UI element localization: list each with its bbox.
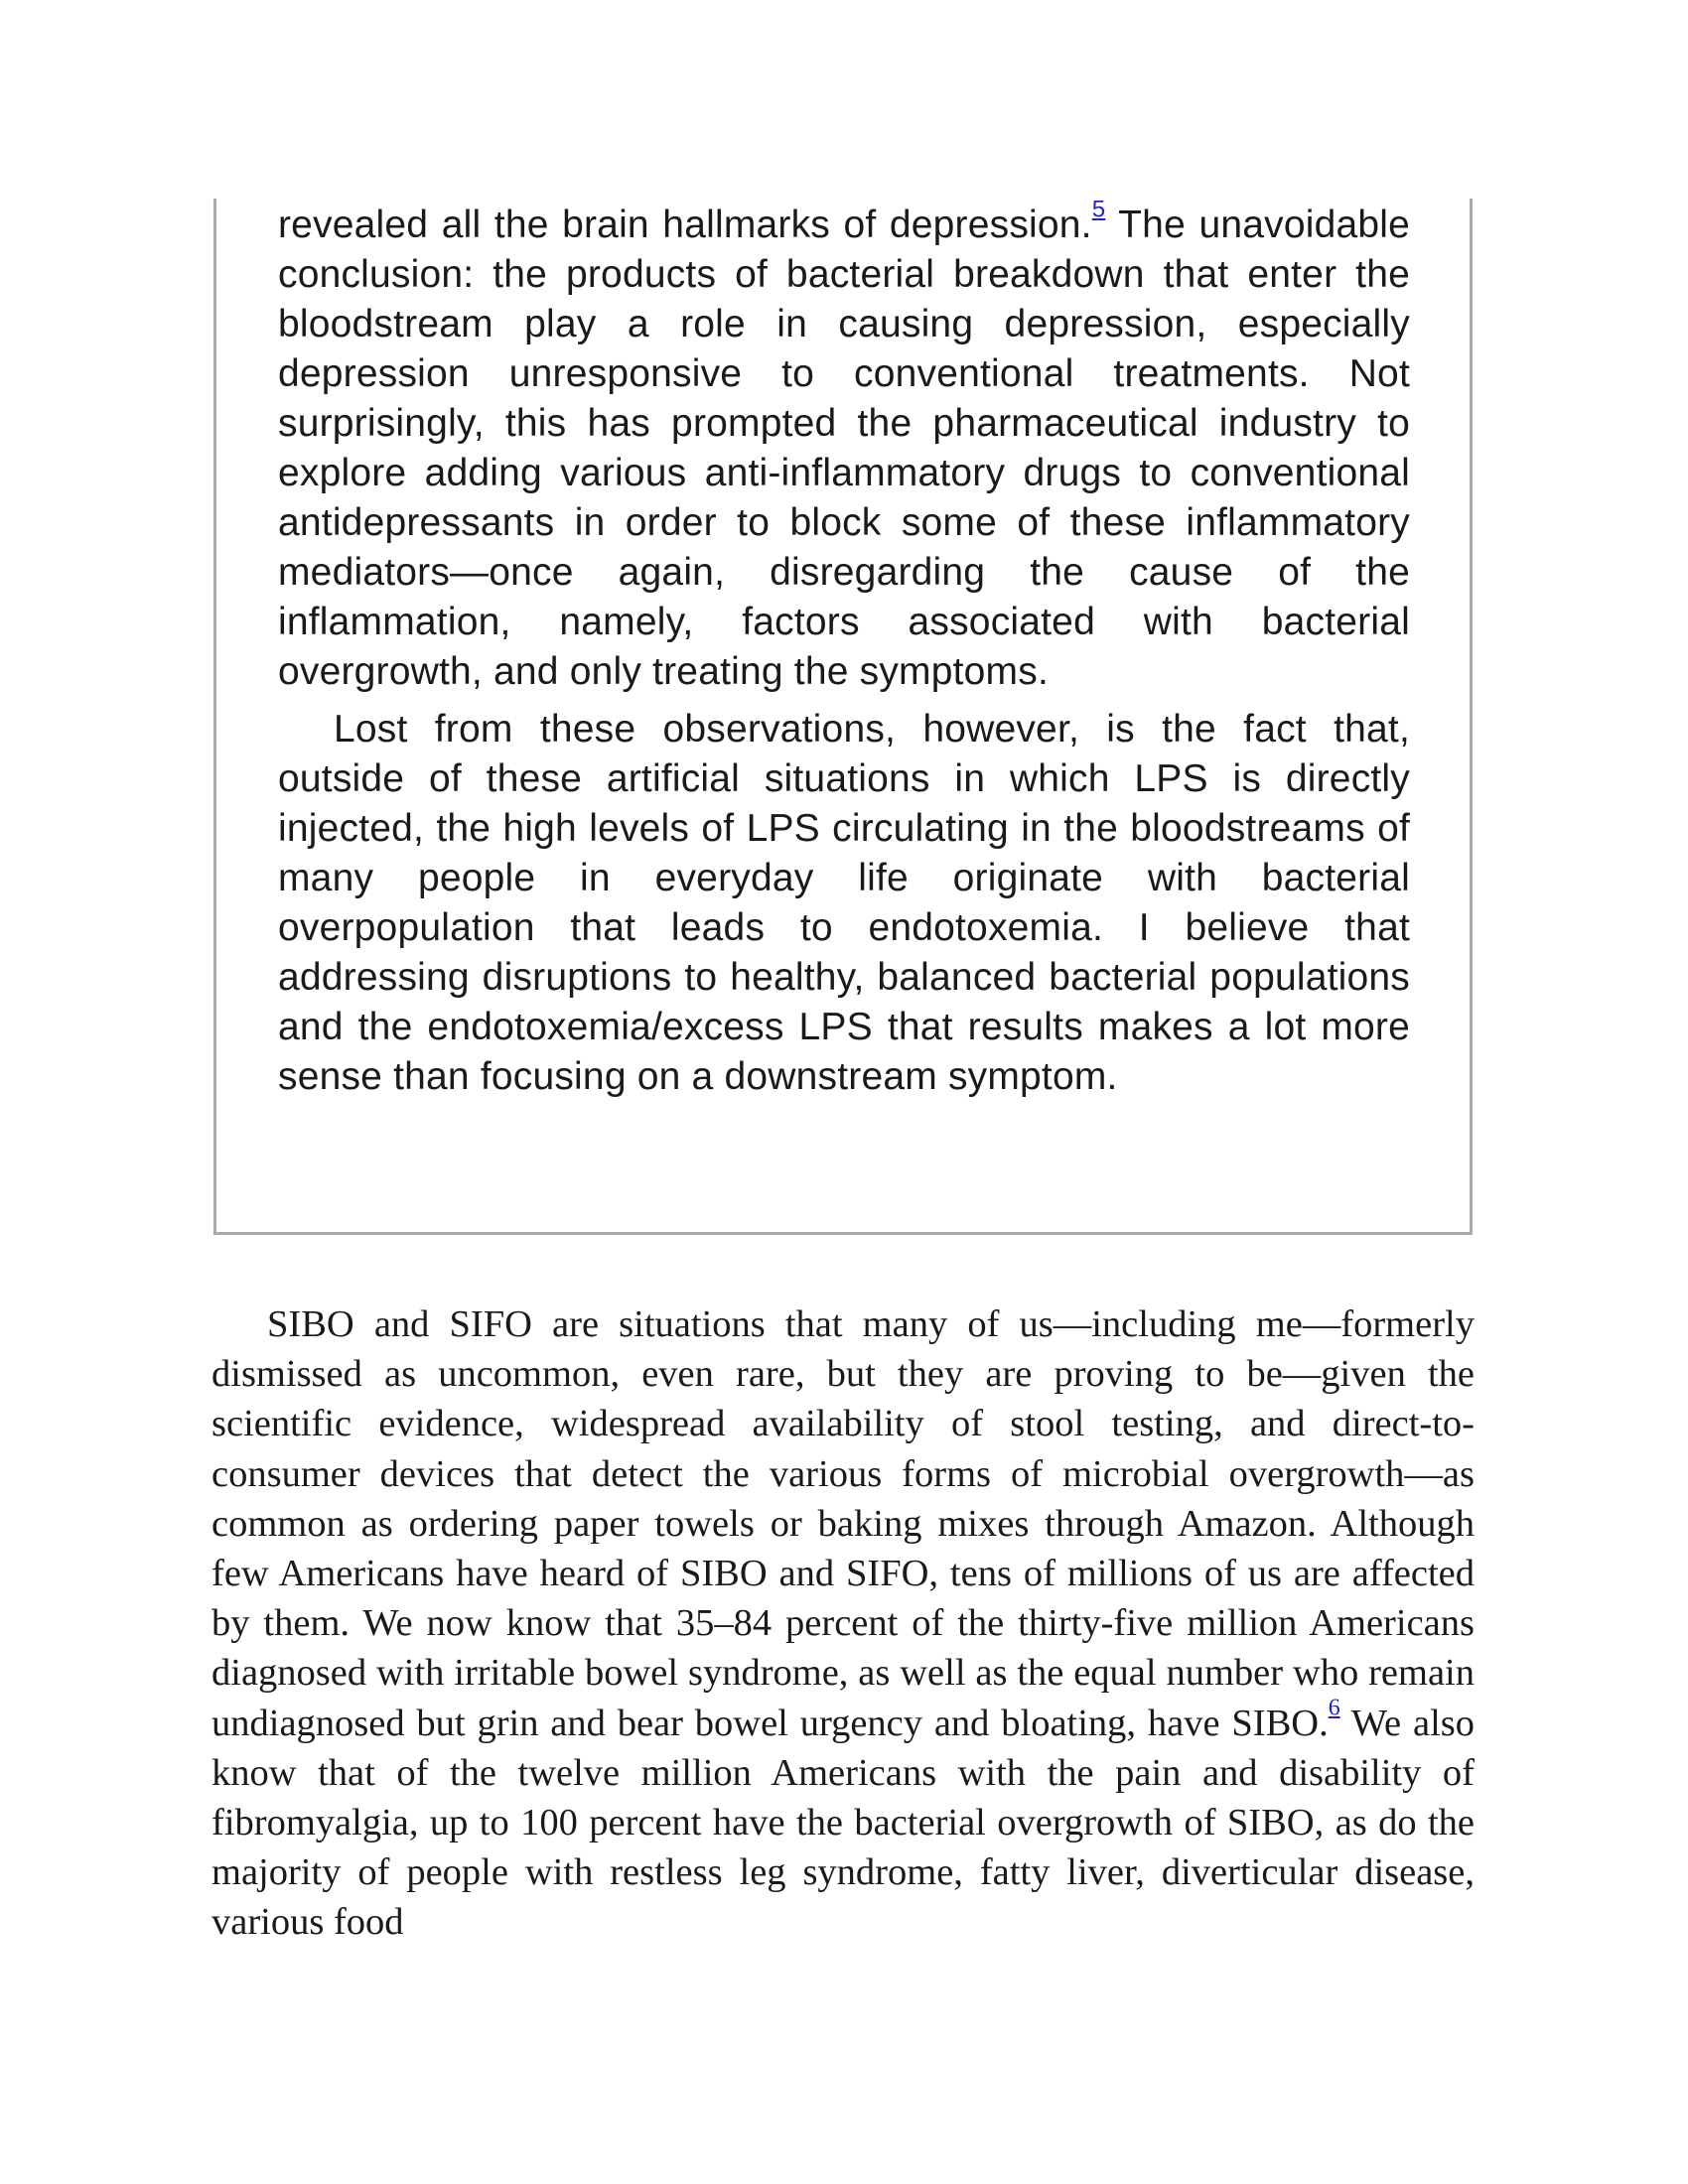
main-paragraph-text: SIBO and SIFO are situations that many of us—including me—formerly dismissed as uncommon, even rare, but they are proving to be—given the scientific evidence, widespread availability of stool testing, and direct-to-consumer devices that detect the various forms of microbial overgrowth—as common as ordering paper towels or baking mixes through Amazon. Although few Americans have heard of SIBO and SIFO, tens of millions of us are affected by them. We now know that 35–84 percent of the thirty-five million Americans diagnosed with irritable bowel syndrome, as well as the equal number who remain undiagnosed but grin and bear bowel urgency and bloating, have SIBO. bbox=[211, 1303, 1475, 1744]
sidebar-paragraph-1-text: revealed all the brain hallmarks of depression. bbox=[278, 204, 1092, 246]
sidebar-paragraph-1 bbox=[278, 196, 1410, 697]
main-paragraph-rest: We also know that of the twelve million Americans with the pain and disability of fibromyalgia, up to 100 percent have the bacterial overgrowth of SIBO, as do the majority of people with restless leg syndrome, fatty liver, diverticular disease, various food bbox=[211, 1702, 1475, 1944]
footnote-link-6[interactable]: 6 bbox=[1328, 1695, 1340, 1721]
footnote-ref-6 bbox=[1329, 1695, 1340, 1720]
footnote-ref-5 bbox=[1092, 196, 1106, 222]
main-paragraph bbox=[211, 1299, 1475, 1948]
main-text bbox=[211, 1299, 1475, 1948]
footnote-link-5[interactable]: 5 bbox=[1091, 196, 1106, 223]
sidebar-paragraph-1-rest: The unavoidable conclusion: the products of bacterial breakdown that enter the bloodstream play a role in causing depression, especially depression unresponsive to conventional treatments. Not surprisingly, this has prompted the pharmaceutical industry to explore adding various anti-inflammatory drugs to conventional antidepressants in order to block some of these inflammatory mediators—once again, disregarding the cause of the inflammation, namely, factors associated with bacterial overgrowth, and only treating the symptoms. bbox=[278, 204, 1410, 693]
sidebar-text bbox=[278, 196, 1410, 1102]
sidebar-paragraph-2: Lost from these observations, however, is the fact that, outside of these artificial situations in which LPS is directly injected, the high levels of LPS circulating in the bloodstreams of many people in everyday life originate with bacterial overpopulation that leads to endotoxemia. I believe that addressing disruptions to healthy, balanced bacterial populations and the endotoxemia/excess LPS that results makes a lot more sense than focusing on a downstream symptom. bbox=[278, 708, 1410, 1098]
